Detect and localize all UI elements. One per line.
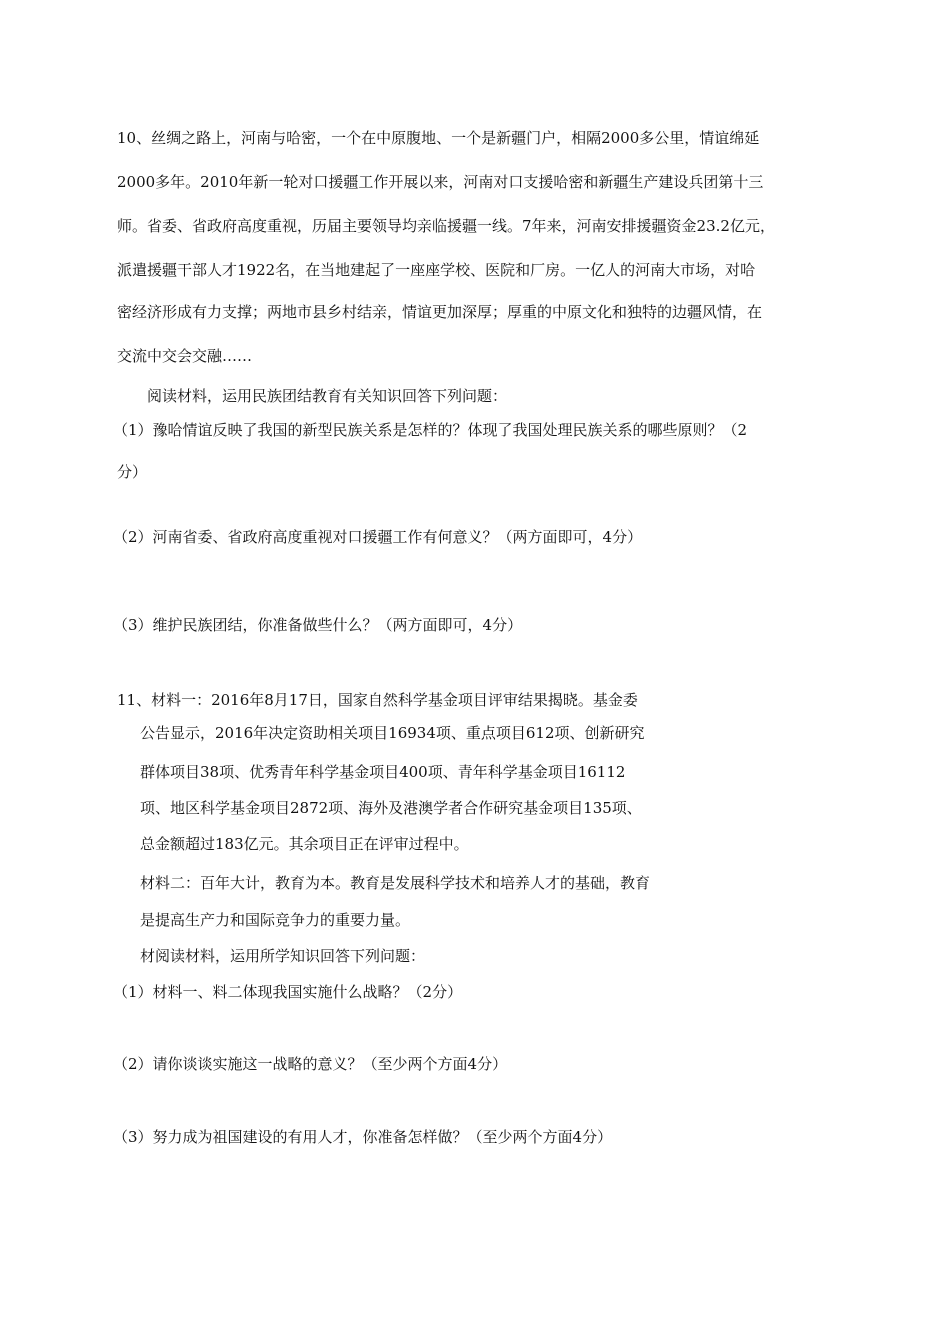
q11-material-1-line: 11、材料一：2016年8月17日，国家自然科学基金项目评审结果揭晓。基金委 <box>117 691 638 709</box>
q11-material-1-line: 总金额超过183亿元。其余项目正在评审过程中。 <box>140 835 469 853</box>
q10-material-line: 2000多年。2010年新一轮对口援疆工作开展以来，河南对口支援哈密和新疆生产建设兵团第十三 <box>117 173 764 191</box>
q10-instruction: 阅读材料，运用民族团结教育有关知识回答下列问题： <box>147 387 508 405</box>
q11-material-1-line: 公告显示，2016年决定资助相关项目16934项、重点项目612项、创新研究 <box>140 724 645 742</box>
q10-material-line: 交流中交会交融…… <box>117 347 253 365</box>
q10-material-line: 派遣援疆干部人才1922名，在当地建起了一座座学校、医院和厂房。一亿人的河南大市场，对哈 <box>117 261 756 279</box>
q10-subquestion-1-cont: 分） <box>117 463 148 481</box>
q11-subquestion-1: （1）材料一、料二体现我国实施什么战略？（2分） <box>113 983 463 1001</box>
q10-subquestion-3: （3）维护民族团结，你准备做些什么？（两方面即可，4分） <box>113 616 523 634</box>
q10-material-line: 密经济形成有力支撑；两地市县乡村结亲，情谊更加深厚；厚重的中原文化和独特的边疆风情，在 <box>117 303 763 321</box>
q11-subquestion-3: （3）努力成为祖国建设的有用人才，你准备怎样做？（至少两个方面4分） <box>113 1128 613 1146</box>
q10-material-line: 10、丝绸之路上，河南与哈密，一个在中原腹地、一个是新疆门户，相隔2000多公里，情谊绵延 <box>117 129 760 147</box>
q10-material-line: 师。省委、省政府高度重视，历届主要领导均亲临援疆一线。7年来，河南安排援疆资金23.2亿元， <box>117 217 775 235</box>
q10-subquestion-1: （1）豫哈情谊反映了我国的新型民族关系是怎样的？体现了我国处理民族关系的哪些原则？（2 <box>113 421 748 439</box>
q11-material-1-line: 项、地区科学基金项目2872项、海外及港澳学者合作研究基金项目135项、 <box>140 799 642 817</box>
q11-subquestion-2: （2）请你谈谈实施这一战略的意义？（至少两个方面4分） <box>113 1055 508 1073</box>
q11-material-2-line: 材料二：百年大计，教育为本。教育是发展科学技术和培养人才的基础，教育 <box>140 874 651 892</box>
q10-subquestion-2: （2）河南省委、省政府高度重视对口援疆工作有何意义？（两方面即可，4分） <box>113 528 643 546</box>
q11-material-1-line: 群体项目38项、优秀青年科学基金项目400项、青年科学基金项目16112 <box>140 763 626 781</box>
q11-material-2-line: 是提高生产力和国际竞争力的重要力量。 <box>140 911 411 929</box>
q11-instruction: 材阅读材料，运用所学知识回答下列问题： <box>140 947 426 965</box>
